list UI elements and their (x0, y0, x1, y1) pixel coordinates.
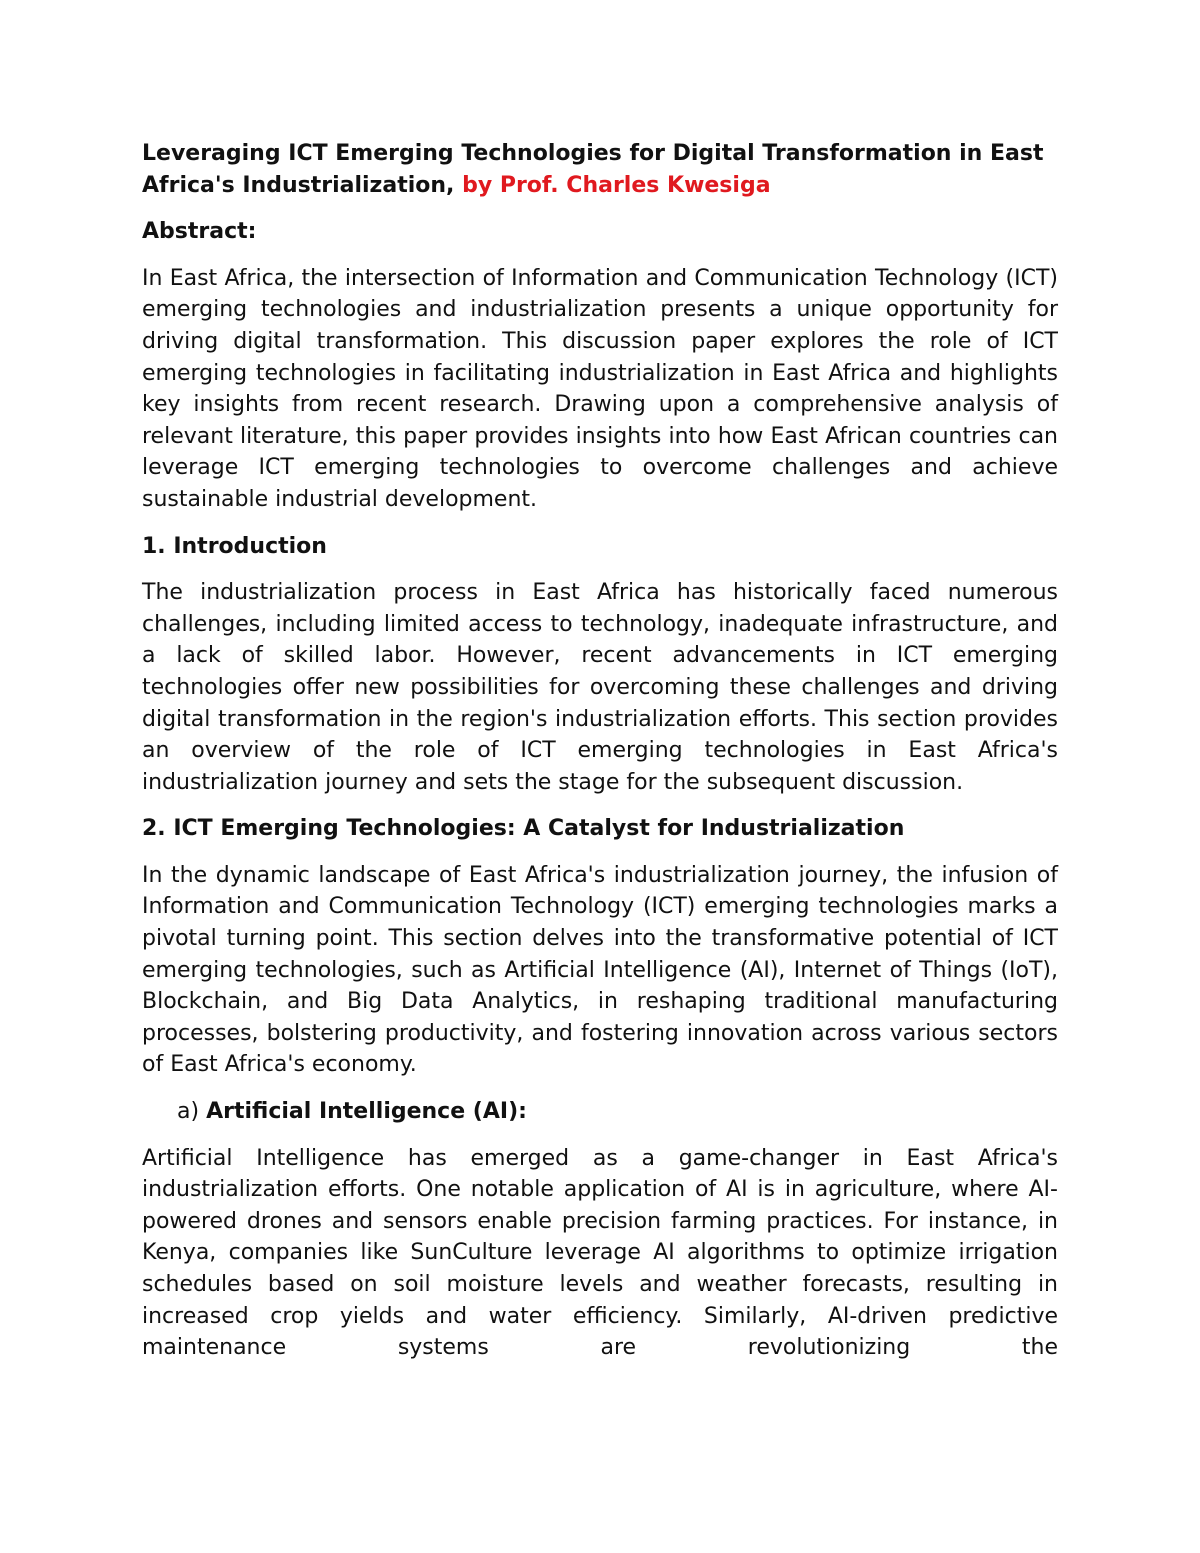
title-author: by Prof. Charles Kwesiga (462, 172, 771, 198)
introduction-heading: 1. Introduction (142, 533, 327, 559)
subsection-a-label: Artificial Intelligence (AI): (206, 1099, 527, 1125)
section2-body: In the dynamic landscape of East Africa's industrialization journey, the infusion of Information and Communication Technology (ICT) emerging technologies marks a pivotal turning point. This section delves into the transformative potential of ICT emerging technologies, such as Artificial Intelligence (AI), Internet of Things (IoT), Blockchain, and Big Data Analytics, in reshaping traditional manufacturing processes, bolstering productivity, and fostering innovation across various sectors of East Africa's economy. (142, 862, 1058, 1078)
subsection-a-body: Artificial Intelligence has emerged as a game-changer in East Africa's industrialization efforts. One notable application of AI is in agriculture, where AI-powered drones and sensors enable precision farming practices. For instance, in Kenya, companies like SunCulture leverage AI algorithms to optimize irrigation schedules based on soil moisture levels and weather forecasts, resulting in increased crop yields and water efficiency. Similarly, AI-driven predictive maintenance systems are revolutionizing the (142, 1145, 1058, 1361)
abstract-body: In East Africa, the intersection of Information and Communication Technology (ICT) emerging technologies and industrialization presents a unique opportunity for driving digital transformation. This discussion paper explores the role of ICT emerging technologies in facilitating industrialization in East Africa and highlights key insights from recent research. Drawing upon a comprehensive analysis of relevant literature, this paper provides insights into how East African countries can leverage ICT emerging technologies to overcome challenges and achieve sustainable industrial development. (142, 265, 1058, 512)
introduction-body: The industrialization process in East Africa has historically faced numerous challenges, including limited access to technology, inadequate infrastructure, and a lack of skilled labor. However, recent advancements in ICT emerging technologies offer new possibilities for overcoming these challenges and driving digital transformation in the region's industrialization efforts. This section provides an overview of the role of ICT emerging technologies in East Africa's industrialization journey and sets the stage for the subsequent discussion. (142, 580, 1058, 795)
section2-heading: 2. ICT Emerging Technologies: A Catalyst for Industrialization (142, 816, 905, 842)
abstract-heading: Abstract: (142, 219, 257, 245)
subsection-a-letter: a) (177, 1099, 200, 1125)
document-page (142, 138, 1058, 1379)
title-main: Leveraging ICT Emerging Technologies for Digital Transformation in East Africa's Industrialization, (142, 141, 1044, 198)
document-title (142, 138, 1058, 201)
subsection-a-heading (142, 1096, 1058, 1128)
